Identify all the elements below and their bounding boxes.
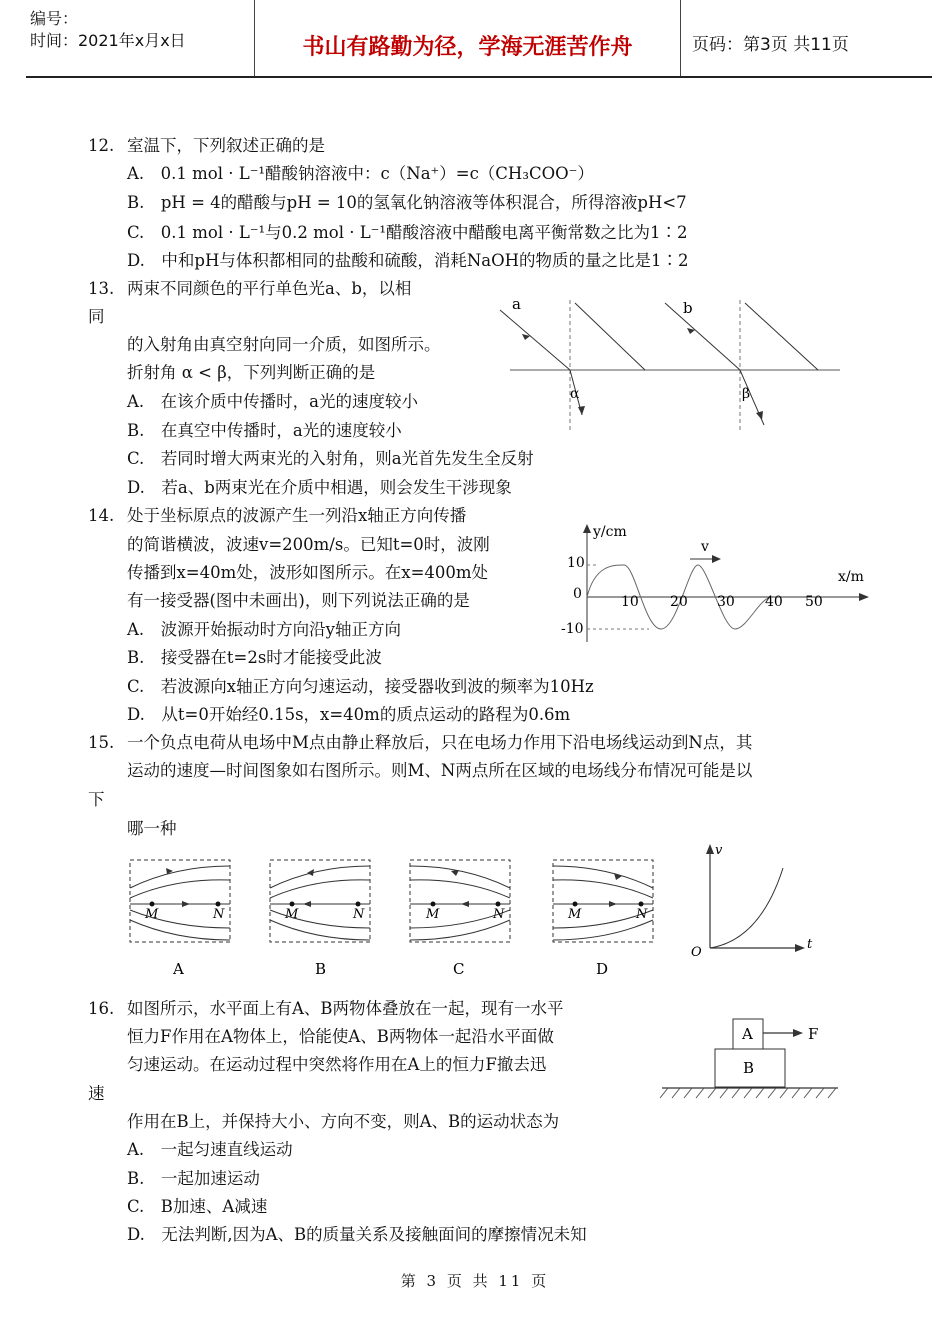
fig-a-m: M bbox=[145, 907, 159, 922]
y-tick-10: 10 bbox=[567, 555, 585, 571]
q16-line2: 恒力F作用在A物体上，恰能使A、B两物体一起沿水平面做 bbox=[127, 1027, 554, 1046]
q13-number: 13. bbox=[88, 279, 115, 298]
page-info: 页码：第3页 共11页 bbox=[692, 35, 849, 55]
q12-option-c: C. 0.1 mol · L⁻¹与0.2 mol · L⁻¹醋酸溶液中醋酸电离平衡常数之比为1∶2 bbox=[127, 223, 688, 242]
label-a: a bbox=[512, 295, 521, 313]
block-a-label: A bbox=[742, 1025, 753, 1043]
q16-number: 16. bbox=[88, 999, 115, 1018]
q13-option-d: D. 若a、b两束光在介质中相遇，则会发生干涉现象 bbox=[127, 478, 512, 497]
q13-line1: 两束不同颜色的平行单色光a、b，以相 bbox=[127, 279, 412, 298]
q15-line2-wrap: 下 bbox=[88, 790, 105, 809]
label-alpha: α bbox=[570, 386, 580, 402]
q13-line1-wrap: 同 bbox=[88, 307, 105, 326]
x-axis-arrow bbox=[859, 593, 869, 601]
x-tick-40: 40 bbox=[765, 594, 783, 610]
fig-b-label: B bbox=[315, 960, 327, 978]
fig-c-m: M bbox=[426, 907, 440, 922]
ray-a2 bbox=[575, 303, 645, 370]
ray-b2 bbox=[745, 303, 818, 370]
q14-line4: 有一接受器(图中未画出)，则下列说法正确的是 bbox=[127, 591, 470, 610]
q14-option-d: D. 从t=0开始经0.15s，x=40m的质点运动的路程为0.6m bbox=[127, 705, 571, 724]
fig-d-m: M bbox=[568, 907, 582, 922]
q15-line3: 哪一种 bbox=[127, 819, 177, 838]
q13-option-c: C. 若同时增大两束光的入射角，则a光首先发生全反射 bbox=[127, 449, 534, 468]
label-b: b bbox=[683, 299, 693, 317]
field-figure-a bbox=[130, 860, 230, 978]
q15-number: 15. bbox=[88, 733, 115, 752]
y-axis-arrow bbox=[583, 524, 591, 533]
q13-refraction-figure bbox=[490, 285, 850, 435]
header-center-cell bbox=[255, 0, 681, 76]
ray-a1 bbox=[500, 310, 570, 370]
q14-option-c: C. 若波源向x轴正方向匀速运动，接受器收到波的频率为10Hz bbox=[127, 677, 594, 696]
x-tick-50: 50 bbox=[805, 594, 823, 610]
fig-c-label: C bbox=[453, 960, 465, 978]
block-b-label: B bbox=[743, 1059, 755, 1077]
header-right-cell bbox=[682, 0, 932, 76]
q16-option-b: B. 一起加速运动 bbox=[127, 1169, 260, 1188]
t-axis-arrow bbox=[795, 944, 805, 952]
q12-option-d: D. 中和pH与体积都相同的盐酸和硫酸，消耗NaOH的物质的量之比是1∶2 bbox=[127, 251, 689, 270]
ground-hatch bbox=[660, 1088, 836, 1098]
q16-line1: 如图所示，水平面上有A、B两物体叠放在一起，现有一水平 bbox=[127, 999, 564, 1018]
refracted-a-arrow bbox=[578, 406, 585, 415]
v-axis-label: v bbox=[715, 843, 723, 858]
header-left-cell bbox=[26, 0, 255, 76]
y-axis-label: y/cm bbox=[593, 524, 627, 540]
q16-option-d: D. 无法判断,因为A、B的质量关系及接触面间的摩擦情况未知 bbox=[127, 1225, 587, 1244]
fig-c-n: N bbox=[493, 907, 505, 922]
label-time: 时间：2021年x月x日 bbox=[30, 31, 186, 50]
refracted-b-arrow bbox=[756, 411, 763, 420]
header-motto: 书山有路勤为径，学海无涯苦作舟 bbox=[302, 35, 633, 60]
fig-b-n: N bbox=[353, 907, 365, 922]
q14-option-b: B. 接受器在t=2s时才能接受此波 bbox=[127, 648, 382, 667]
velocity-arrow-head bbox=[712, 555, 721, 563]
y-tick-neg10: -10 bbox=[561, 621, 584, 637]
q15-line2: 运动的速度—时间图象如右图所示。则M、N两点所在区域的电场线分布情况可能是以 bbox=[127, 761, 753, 780]
fig-a-label: A bbox=[173, 960, 184, 978]
fig-d-label: D bbox=[596, 960, 609, 978]
q12-stem: 室温下，下列叙述正确的是 bbox=[127, 136, 325, 155]
fig-a-n: N bbox=[213, 907, 225, 922]
q12-option-b: B. pH = 4的醋酸与pH = 10的氢氧化钠溶液等体积混合，所得溶液pH<7 bbox=[127, 193, 687, 212]
q14-line3: 传播到x=40m处，波形如图所示。在x=400m处 bbox=[127, 563, 489, 582]
y-tick-0: 0 bbox=[573, 586, 582, 602]
q14-option-a: A. 波源开始振动时方向沿y轴正方向 bbox=[127, 620, 401, 639]
vt-curve bbox=[710, 868, 783, 948]
q16-line3-wrap: 速 bbox=[88, 1084, 105, 1103]
fig-d-n: N bbox=[636, 907, 648, 922]
field-figure-b bbox=[270, 860, 370, 978]
force-arrow-head bbox=[793, 1029, 803, 1037]
field-figure-c bbox=[410, 860, 510, 978]
q13-option-b: B. 在真空中传播时，a光的速度较小 bbox=[127, 421, 402, 440]
q16-line3: 匀速运动。在运动过程中突然将作用在A上的恒力F撤去迅 bbox=[127, 1055, 547, 1074]
q13-line2: 的入射角由真空射向同一介质，如图所示。 bbox=[127, 335, 441, 354]
fig-b-m: M bbox=[285, 907, 299, 922]
q14-number: 14. bbox=[88, 506, 115, 525]
q12-option-a: A. 0.1 mol · L⁻¹醋酸钠溶液中：c（Na⁺）=c（CH₃COO⁻） bbox=[127, 164, 594, 183]
q14-wave-graph bbox=[555, 520, 875, 650]
q14-line1: 处于坐标原点的波源产生一列沿x轴正方向传播 bbox=[127, 506, 467, 525]
x-tick-30: 30 bbox=[717, 594, 735, 610]
q14-line2: 的简谐横波，波速v=200m/s。已知t=0时，波刚 bbox=[127, 535, 490, 554]
q12-number: 12. bbox=[88, 136, 115, 155]
origin-label: O bbox=[691, 945, 702, 960]
field-figure-d bbox=[553, 860, 653, 978]
q15-line1: 一个负点电荷从电场中M点由静止释放后，只在电场力作用下沿电场线运动到N点，其 bbox=[127, 733, 753, 752]
x-axis-label: x/m bbox=[838, 569, 864, 585]
v-axis-arrow bbox=[706, 844, 714, 854]
q16-line4: 作用在B上，并保持大小、方向不变，则A、B的运动状态为 bbox=[127, 1112, 560, 1131]
ray-b1 bbox=[665, 303, 740, 370]
page-header bbox=[26, 0, 932, 78]
label-beta: β bbox=[742, 386, 751, 402]
x-tick-10: 10 bbox=[621, 594, 639, 610]
q15-vt-graph bbox=[685, 838, 820, 963]
label-number: 编号： bbox=[30, 9, 79, 28]
q13-line3: 折射角 α < β，下列判断正确的是 bbox=[127, 363, 376, 382]
q13-option-a: A. 在该介质中传播时，a光的速度较小 bbox=[127, 392, 418, 411]
q16-option-a: A. 一起匀速直线运动 bbox=[127, 1140, 293, 1159]
t-axis-label: t bbox=[807, 937, 813, 952]
q15-field-figures bbox=[125, 850, 665, 980]
page-footer: 第 3 页 共 11 页 bbox=[400, 1272, 550, 1290]
q16-blocks-figure bbox=[660, 1012, 850, 1104]
velocity-label: v bbox=[701, 539, 709, 555]
x-tick-20: 20 bbox=[670, 594, 688, 610]
q16-option-c: C. B加速、A减速 bbox=[127, 1197, 268, 1216]
force-label: F bbox=[808, 1025, 819, 1043]
